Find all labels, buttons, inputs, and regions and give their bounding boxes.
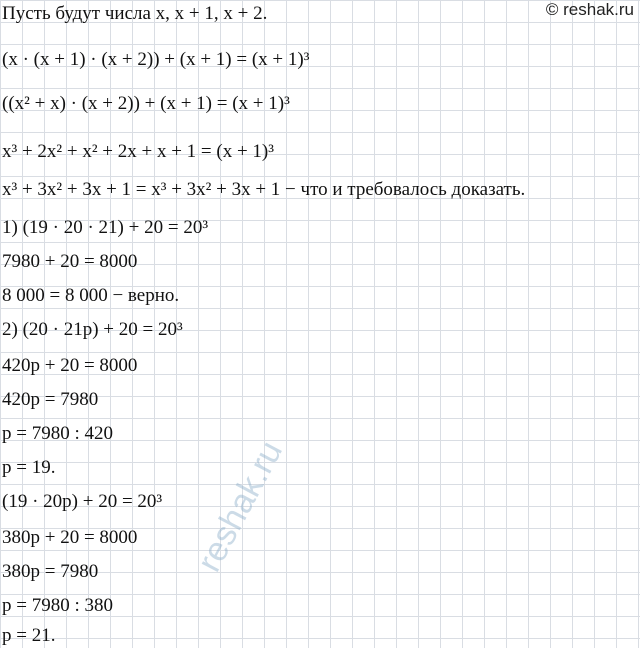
line-1 (2, 2, 267, 26)
line-5-text: x³ + 3x² + 3x + 1 = x³ + 3x² + 3x + 1 − что и требовалось доказать. (2, 179, 526, 200)
line-11 (2, 388, 98, 412)
line-16-text: 380p = 7980 (2, 561, 99, 582)
line-3-text: ((x² + x) · (x + 2)) + (x + 1) = (x + 1)³ (2, 93, 290, 114)
line-9-text: 2) (20 · 21p) + 20 = 20³ (2, 319, 183, 340)
line-7 (2, 250, 137, 274)
line-3 (2, 92, 290, 116)
line-5 (2, 178, 525, 202)
line-10 (2, 354, 137, 378)
line-14 (2, 490, 162, 514)
line-11-text: 420p = 7980 (2, 389, 99, 410)
line-4-text: x³ + 2x² + x² + 2x + x + 1 = (x + 1)³ (2, 141, 274, 162)
diagonal-watermark: reshak.ru (190, 434, 291, 578)
line-8-text: 8 000 = 8 000 − верно. (2, 285, 180, 306)
line-15 (2, 526, 137, 550)
line-12-text: p = 7980 : 420 (2, 423, 113, 444)
line-6-text: 1) (19 · 20 · 21) + 20 = 20³ (2, 217, 209, 238)
line-13 (2, 456, 55, 480)
line-12 (2, 422, 113, 446)
line-4 (2, 140, 274, 164)
line-16 (2, 560, 98, 584)
line-6 (2, 216, 208, 240)
line-14-text: (19 · 20p) + 20 = 20³ (2, 491, 163, 512)
line-18-text: p = 21. (2, 625, 56, 646)
line-17 (2, 594, 113, 618)
line-15-text: 380p + 20 = 8000 (2, 527, 138, 548)
line-7-text: 7980 + 20 = 8000 (2, 251, 138, 272)
line-17-text: p = 7980 : 380 (2, 595, 113, 616)
line-9 (2, 318, 183, 342)
line-2-text: (x · (x + 1) · (x + 2)) + (x + 1) = (x + 1)³ (2, 49, 310, 70)
line-13-text: p = 19. (2, 457, 56, 478)
line-1-text: Пусть будут числа x, x + 1, x + 2. (2, 3, 268, 24)
site-watermark: © reshak.ru (545, 0, 634, 19)
line-2 (2, 48, 309, 72)
line-10-text: 420p + 20 = 8000 (2, 355, 138, 376)
line-8 (2, 284, 179, 308)
line-18 (2, 624, 55, 648)
